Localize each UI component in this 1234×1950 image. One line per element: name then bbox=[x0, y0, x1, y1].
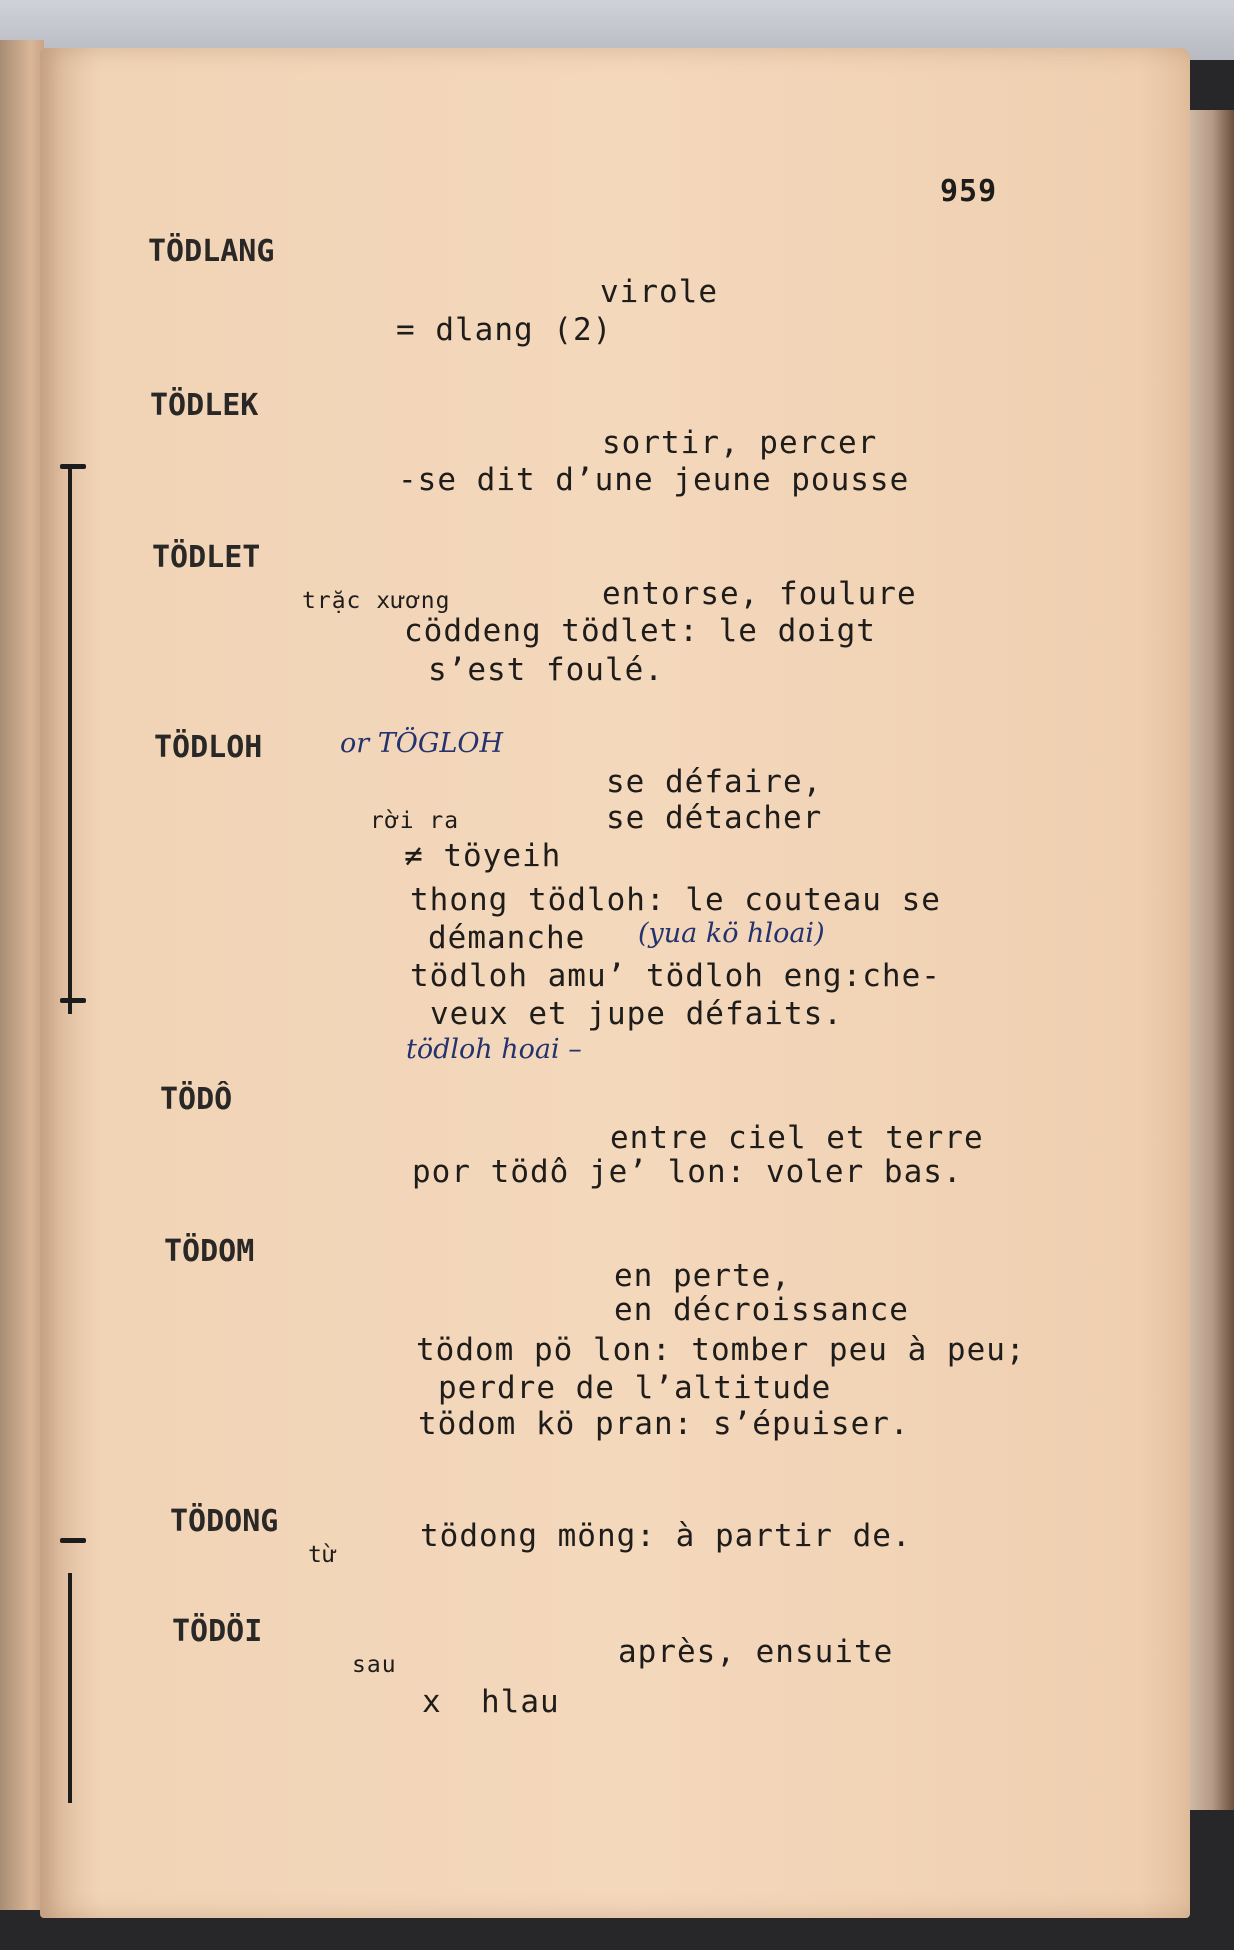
example: tödloh amu’ tödloh eng:che- bbox=[410, 958, 941, 994]
headword: TÖDONG bbox=[170, 1504, 279, 1539]
headword: TÖDLOH bbox=[154, 730, 263, 765]
gloss: en perte, bbox=[614, 1258, 791, 1294]
usage-note: -se dit d’une jeune pousse bbox=[398, 462, 910, 498]
headword: TÖDÖI bbox=[172, 1614, 263, 1649]
cross-reference: = dlang (2) bbox=[396, 312, 613, 348]
gloss: en décroissance bbox=[614, 1292, 909, 1328]
gloss: entorse, foulure bbox=[602, 576, 917, 612]
example: por tödô je’ lon: voler bas. bbox=[412, 1154, 963, 1190]
page-number: 959 bbox=[940, 174, 998, 209]
binding-stitch bbox=[60, 1538, 86, 1543]
headword: TÖDLANG bbox=[148, 234, 275, 269]
vietnamese-gloss: rời ra bbox=[370, 808, 460, 834]
gloss: se détacher bbox=[606, 800, 823, 836]
example: tödom pö lon: tomber peu à peu; bbox=[416, 1332, 1026, 1368]
vietnamese-gloss: trặc xương bbox=[302, 588, 451, 614]
antonym: ≠ töyeih bbox=[404, 838, 562, 874]
example: tödong möng: à partir de. bbox=[420, 1518, 912, 1554]
example: s’est foulé. bbox=[428, 652, 664, 688]
binding-thread bbox=[68, 1573, 72, 1803]
example: cöddeng tödlet: le doigt bbox=[404, 613, 876, 649]
cross-reference: x hlau bbox=[422, 1684, 560, 1720]
facing-page-edge bbox=[0, 40, 44, 1910]
handwritten-note: (yua kö hloai) bbox=[638, 918, 825, 949]
vietnamese-gloss: sau bbox=[352, 1652, 397, 1678]
example: thong tödloh: le couteau se bbox=[410, 882, 941, 918]
example: veux et jupe défaits. bbox=[430, 996, 843, 1032]
gloss: entre ciel et terre bbox=[610, 1120, 984, 1156]
example: tödom kö pran: s’épuiser. bbox=[418, 1406, 910, 1442]
headword: TÖDLEK bbox=[150, 388, 259, 423]
binding-thread bbox=[68, 464, 72, 1014]
example: démanche bbox=[428, 920, 586, 956]
gloss: se défaire, bbox=[606, 764, 823, 800]
gloss: après, ensuite bbox=[618, 1634, 894, 1670]
example: perdre de l’altitude bbox=[438, 1370, 832, 1406]
binding-stitch bbox=[60, 464, 86, 469]
handwritten-variant: or TÖGLOH bbox=[340, 728, 504, 759]
dictionary-page bbox=[40, 48, 1190, 1918]
headword: TÖDÔ bbox=[160, 1082, 233, 1117]
handwritten-note: tödloh hoai – bbox=[406, 1034, 582, 1065]
headword: TÖDLET bbox=[152, 540, 261, 575]
gloss: virole bbox=[600, 274, 718, 310]
binding-stitch bbox=[60, 998, 86, 1003]
vietnamese-gloss: từ bbox=[308, 1542, 338, 1568]
gloss: sortir, percer bbox=[602, 425, 878, 461]
headword: TÖDOM bbox=[164, 1234, 255, 1269]
